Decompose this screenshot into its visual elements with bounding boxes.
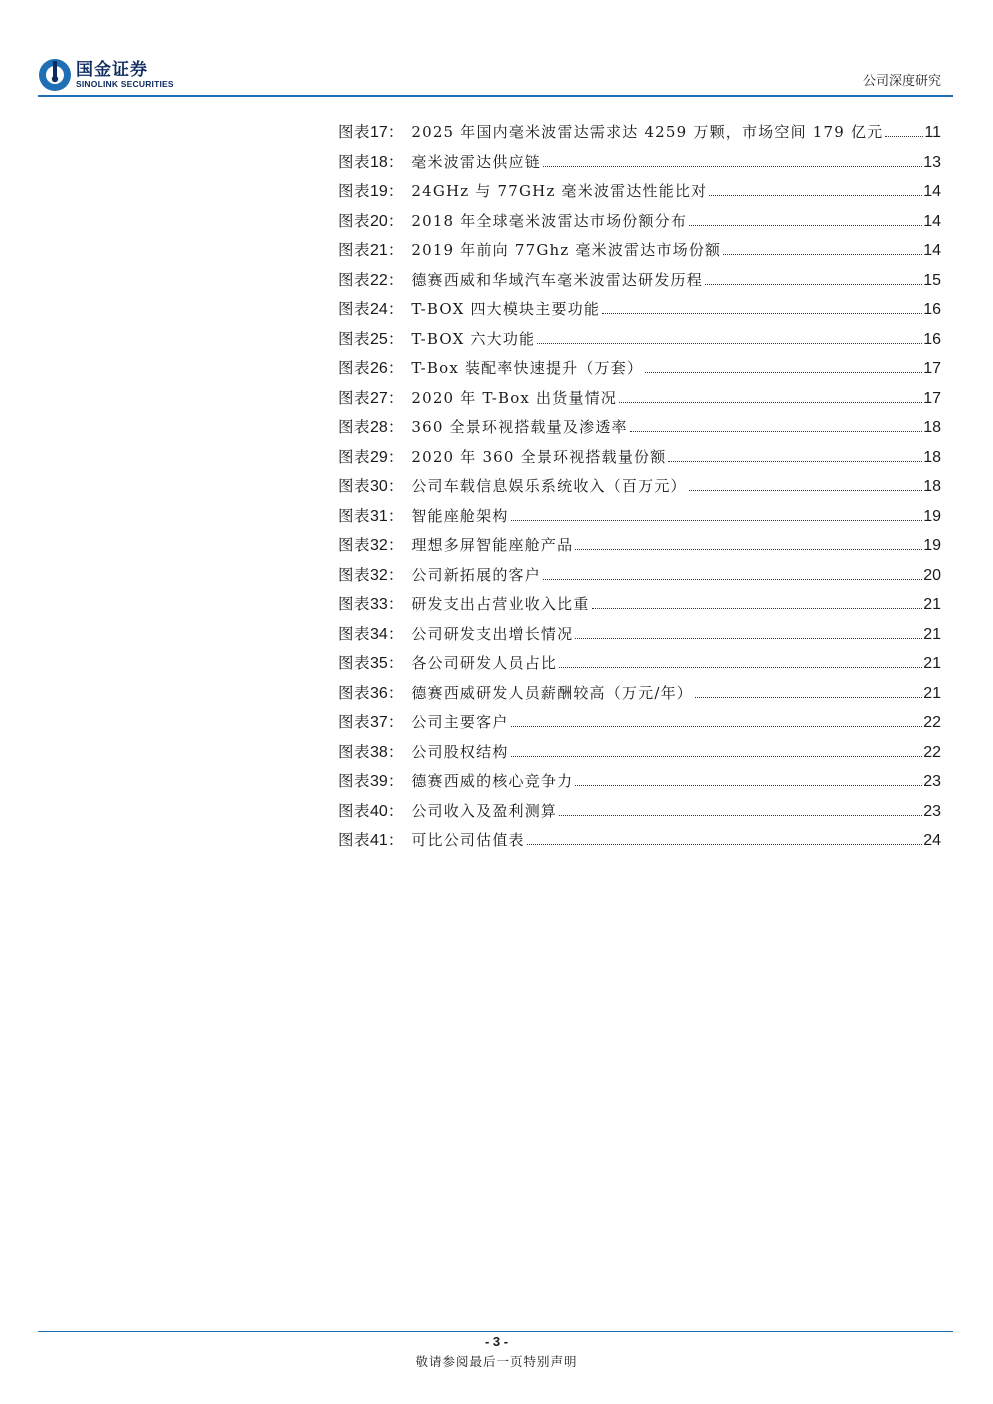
figure-page-number: 20 [923, 566, 941, 584]
figure-page-number: 21 [923, 684, 941, 702]
figure-page-number: 14 [923, 183, 941, 200]
figure-number: 40 [370, 802, 388, 820]
dot-leader [689, 490, 922, 491]
dot-leader [723, 254, 922, 255]
figure-number: 31 [370, 507, 388, 525]
figure-number: 22 [370, 271, 388, 289]
figure-page-number: 14 [923, 212, 941, 230]
figure-page-number: 21 [923, 655, 941, 672]
figure-separator: ： [387, 211, 404, 230]
figure-separator: ： [387, 742, 404, 761]
figure-number: 39 [370, 773, 388, 790]
dot-leader [575, 638, 922, 639]
figure-separator: ： [387, 683, 404, 702]
figure-separator: ： [387, 152, 404, 171]
figure-separator: ： [387, 713, 404, 731]
figure-number: 36 [370, 684, 388, 702]
figure-separator: ： [387, 329, 404, 348]
figure-title: 2025 年国内毫米波雷达需求达 4259 万颗，市场空间 179 亿元 [411, 123, 884, 141]
figure-label: 图表 [338, 152, 371, 171]
figure-label: 图表 [338, 654, 371, 672]
figure-list-item[interactable] [338, 708, 941, 738]
dot-leader [645, 372, 922, 373]
figure-title: 各公司研发人员占比 [411, 654, 558, 672]
figure-title: 理想多屏智能座舱产品 [411, 536, 574, 554]
figure-separator: ： [387, 654, 404, 672]
figure-separator: ： [387, 536, 404, 554]
figure-label: 图表 [338, 624, 371, 643]
figure-list-item[interactable] [338, 649, 941, 679]
figure-title: T-BOX 四大模块主要功能 [411, 300, 601, 318]
figure-label: 图表 [338, 742, 371, 761]
page-number: - 3 - [484, 1334, 509, 1349]
figure-label: 图表 [338, 477, 371, 495]
figure-separator: ： [387, 447, 404, 466]
figure-list [338, 118, 941, 856]
figure-number: 20 [370, 212, 388, 230]
figure-title: 公司新拓展的客户 [411, 565, 541, 584]
figure-number: 24 [370, 301, 388, 318]
figure-label: 图表 [338, 565, 371, 584]
figure-list-item[interactable] [338, 561, 941, 591]
figure-title: 德赛西威的核心竞争力 [411, 772, 574, 790]
figure-list-item[interactable] [338, 384, 941, 414]
figure-label: 图表 [338, 300, 371, 318]
figure-number: 27 [370, 389, 388, 407]
dot-leader [705, 284, 922, 285]
figure-title: 德赛西威研发人员薪酬较高（万元/年） [411, 683, 693, 702]
footer-divider [38, 1331, 953, 1332]
dot-leader [668, 461, 922, 462]
figure-number: 29 [370, 448, 388, 466]
figure-title: 公司收入及盈利测算 [411, 801, 558, 820]
figure-title: 公司主要客户 [411, 713, 509, 731]
figure-list-item[interactable] [338, 236, 941, 266]
figure-list-item[interactable] [338, 738, 941, 768]
dot-leader [709, 195, 922, 196]
figure-page-number: 15 [923, 271, 941, 289]
dot-leader [885, 136, 923, 137]
figure-separator: ： [387, 300, 404, 318]
figure-separator: ： [387, 506, 404, 525]
figure-label: 图表 [338, 713, 371, 731]
figure-number: 18 [370, 153, 388, 171]
figure-page-number: 14 [923, 242, 941, 259]
figure-title: 2019 年前向 77Ghz 毫米波雷达市场份额 [411, 241, 722, 259]
figure-label: 图表 [338, 211, 371, 230]
figure-number: 21 [370, 242, 388, 259]
figure-separator: ： [387, 182, 404, 200]
figure-label: 图表 [338, 388, 371, 407]
figure-number: 35 [370, 655, 388, 672]
figure-label: 图表 [338, 241, 371, 259]
figure-page-number: 23 [923, 773, 941, 790]
dot-leader [511, 756, 923, 757]
figure-number: 32 [370, 566, 388, 584]
figure-label: 图表 [338, 123, 371, 141]
figure-separator: ： [387, 388, 404, 407]
figure-separator: ： [387, 801, 404, 820]
figure-page-number: 17 [923, 389, 941, 407]
sinolink-logo-icon [38, 58, 72, 92]
figure-list-item[interactable] [338, 443, 941, 473]
figure-list-item[interactable] [338, 472, 941, 502]
figure-title: 公司股权结构 [411, 742, 509, 761]
figure-list-item[interactable] [338, 826, 941, 856]
figure-title: 毫米波雷达供应链 [411, 152, 541, 171]
figure-title: 德赛西威和华域汽车毫米波雷达研发历程 [411, 270, 703, 289]
figure-title: T-BOX 六大功能 [411, 329, 536, 348]
figure-number: 32 [370, 537, 388, 554]
figure-list-item[interactable] [338, 207, 941, 237]
figure-label: 图表 [338, 772, 371, 790]
figure-page-number: 11 [924, 124, 941, 141]
figure-list-item[interactable] [338, 148, 941, 178]
figure-separator: ： [387, 270, 404, 289]
dot-leader [559, 667, 922, 668]
figure-list-item[interactable] [338, 413, 941, 443]
dot-leader [602, 313, 922, 314]
figure-separator: ： [387, 595, 404, 613]
dot-leader [511, 726, 923, 727]
figure-separator: ： [387, 624, 404, 643]
figure-page-number: 21 [923, 596, 941, 613]
figure-list-item[interactable] [338, 177, 941, 207]
dot-leader [559, 815, 922, 816]
report-section-label: 公司深度研究 [862, 74, 941, 89]
dot-leader [511, 520, 923, 521]
dot-leader [537, 343, 922, 344]
dot-leader [575, 549, 922, 550]
figure-list-item[interactable] [338, 295, 941, 325]
dot-leader [619, 402, 922, 403]
dot-leader [543, 579, 922, 580]
figure-title: 2018 年全球毫米波雷达市场份额分布 [411, 211, 688, 230]
figure-number: 38 [370, 743, 388, 761]
figure-list-item[interactable] [338, 118, 941, 148]
figure-separator: ： [387, 241, 404, 259]
figure-page-number: 18 [923, 448, 941, 466]
figure-number: 33 [370, 596, 388, 613]
figure-number: 34 [370, 625, 388, 643]
figure-list-item[interactable] [338, 679, 941, 709]
dot-leader [695, 697, 922, 698]
figure-list-item[interactable] [338, 325, 941, 355]
figure-page-number: 13 [923, 153, 941, 171]
figure-number: 41 [370, 832, 388, 849]
figure-number: 25 [370, 330, 388, 348]
dot-leader [689, 225, 922, 226]
logo-text [76, 61, 174, 89]
dot-leader [543, 166, 922, 167]
figure-page-number: 18 [923, 478, 941, 495]
figure-title: 公司研发支出增长情况 [411, 624, 574, 643]
figure-page-number: 19 [923, 537, 941, 554]
figure-separator: ： [387, 418, 404, 436]
figure-page-number: 23 [923, 802, 941, 820]
figure-separator: ： [387, 477, 404, 495]
figure-separator: ： [387, 123, 404, 141]
header-divider [38, 95, 953, 97]
figure-separator: ： [387, 772, 404, 790]
logo-english-name: SINOLINK SECURITIES [76, 79, 174, 89]
figure-title: T-Box 装配率快速提升（万套） [411, 359, 644, 377]
figure-page-number: 17 [923, 360, 941, 377]
figure-label: 图表 [338, 831, 371, 849]
figure-list-item[interactable] [338, 502, 941, 532]
figure-list-item[interactable] [338, 620, 941, 650]
figure-page-number: 16 [923, 301, 941, 318]
figure-page-number: 22 [923, 743, 941, 761]
figure-list-item[interactable] [338, 590, 941, 620]
figure-label: 图表 [338, 418, 371, 436]
figure-list-item[interactable] [338, 354, 941, 384]
figure-label: 图表 [338, 683, 371, 702]
logo-chinese-name: 国金证券 [76, 60, 148, 80]
figure-title: 360 全景环视搭载量及渗透率 [411, 418, 628, 436]
figure-number: 17 [370, 124, 388, 141]
figure-label: 图表 [338, 182, 371, 200]
figure-page-number: 19 [923, 507, 941, 525]
figure-label: 图表 [338, 801, 371, 820]
figure-number: 37 [370, 714, 388, 731]
figure-number: 28 [370, 419, 388, 436]
figure-label: 图表 [338, 359, 371, 377]
company-logo [38, 57, 174, 93]
figure-title: 公司车载信息娱乐系统收入（百万元） [411, 477, 687, 495]
figure-title: 24GHz 与 77GHz 毫米波雷达性能比对 [411, 182, 708, 200]
figure-label: 图表 [338, 329, 371, 348]
figure-separator: ： [387, 565, 404, 584]
figure-label: 图表 [338, 595, 371, 613]
figure-list-item[interactable] [338, 266, 941, 296]
figure-page-number: 22 [923, 714, 941, 731]
figure-page-number: 16 [923, 330, 941, 348]
figure-page-number: 18 [923, 419, 941, 436]
figure-title: 研发支出占营业收入比重 [411, 595, 590, 613]
dot-leader [575, 785, 922, 786]
figure-number: 19 [370, 183, 388, 200]
figure-separator: ： [387, 359, 404, 377]
disclaimer-note: 敬请参阅最后一页特别声明 [415, 1354, 578, 1369]
figure-page-number: 21 [923, 625, 941, 643]
figure-list-item[interactable] [338, 767, 941, 797]
figure-title: 可比公司估值表 [411, 831, 525, 849]
dot-leader [592, 608, 923, 609]
figure-list-item[interactable] [338, 531, 941, 561]
figure-title: 智能座舱架构 [411, 506, 509, 525]
figure-separator: ： [387, 831, 404, 849]
figure-title: 2020 年 360 全景环视搭载量份额 [411, 447, 667, 466]
figure-list-item[interactable] [338, 797, 941, 827]
figure-label: 图表 [338, 536, 371, 554]
figure-number: 26 [370, 360, 388, 377]
figure-title: 2020 年 T-Box 出货量情况 [411, 388, 618, 407]
figure-number: 30 [370, 478, 388, 495]
figure-label: 图表 [338, 506, 371, 525]
figure-page-number: 24 [923, 832, 941, 849]
figure-label: 图表 [338, 270, 371, 289]
dot-leader [527, 844, 922, 845]
dot-leader [630, 431, 922, 432]
figure-label: 图表 [338, 447, 371, 466]
